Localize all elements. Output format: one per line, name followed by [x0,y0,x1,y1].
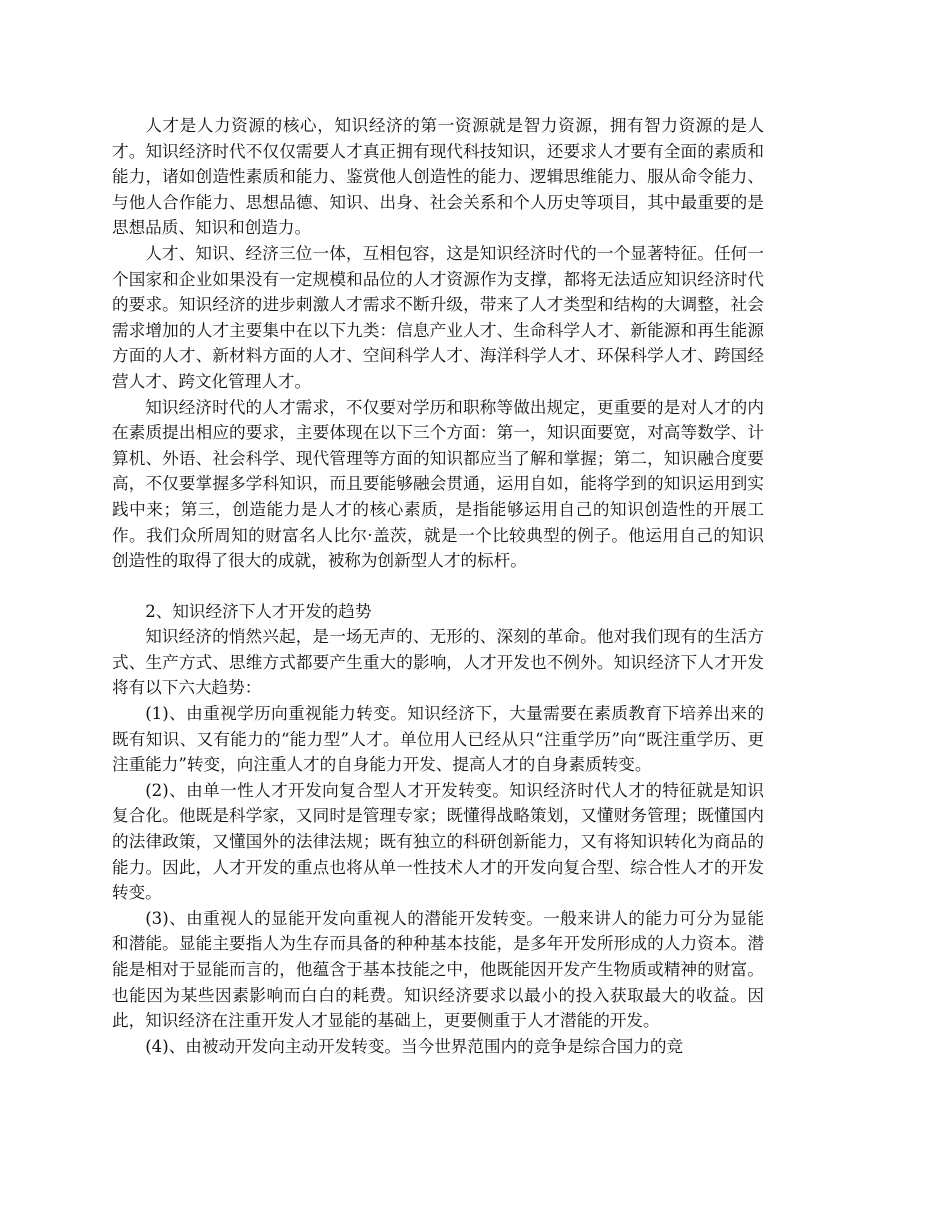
document-body [112,113,764,1059]
trend-item-3: (3)、由重视人的显能开发向重视人的潜能开发转变。一般来讲人的能力可分为显能和潜能。显能主要指人为生存而具备的种种基本技能，是多年开发所形成的人力资本。潜能是相对于显能而言的，他蕴含于基本技能之中，他既能因开发产生物质或精神的财富。也能因为某些因素影响而白白的耗费。知识经济要求以最小的投入获取最大的收益。因此，知识经济在注重开发人才显能的基础上，更要侧重于人才潜能的开发。 [112,908,764,1031]
trend-item-2: (2)、由单一性人才开发向复合型人才开发转变。知识经济时代人才的特征就是知识复合化。他既是科学家，又同时是管理专家；既懂得战略策划，又懂财务管理；既懂国内的法律政策，又懂国外的法律法规；既有独立的科研创新能力，又有将知识转化为商品的能力。因此，人才开发的重点也将从单一性技术人才的开发向复合型、综合性人才的开发转变。 [112,780,764,903]
paragraph-talent-core: 人才是人力资源的核心，知识经济的第一资源就是智力资源，拥有智力资源的是人才。知识经济时代不仅仅需要人才真正拥有现代科技知识，还要求人才要有全面的素质和能力，诸如创造性素质和能力、鉴赏他人创造性的能力、逻辑思维能力、服从命令能力、与他人合作能力、思想品德、知识、出身、社会关系和个人历史等项目，其中最重要的是思想品质、知识和创造力。 [112,116,764,238]
section-intro: 知识经济的悄然兴起，是一场无声的、无形的、深刻的革命。他对我们现有的生活方式、生产方式、思维方式都要产生重大的影响，人才开发也不例外。知识经济下人才开发将有以下六大趋势： [112,627,764,698]
trend-item-4: (4)、由被动开发向主动开发转变。当今世界范围内的竞争是综合国力的竞 [145,1036,684,1056]
paragraph-trinity: 人才、知识、经济三位一体，互相包容，这是知识经济时代的一个显著特征。任何一个国家和企业如果没有一定规模和品位的人才资源作为支撑，都将无法适应知识经济时代的要求。知识经济的进步刺激人才需求不断升级，带来了人才类型和结构的大调整，社会需求增加的人才主要集中在以下九类：信息产业人才、生命科学人才、新能源和再生能源方面的人才、新材料方面的人才、空间科学人才、海洋科学人才、环保科学人才、跨国经营人才、跨文化管理人才。 [112,243,764,391]
paragraph-talent-requirements: 知识经济时代的人才需求，不仅要对学历和职称等做出规定，更重要的是对人才的内在素质提出相应的要求，主要体现在以下三个方面：第一，知识面要宽，对高等数学、计算机、外语、社会科学、现代管理等方面的知识都应当了解和掌握；第二，知识融合度要高，不仅要掌握多学科知识，而且要能够融会贯通，运用自如，能将学到的知识运用到实践中来；第三，创造能力是人才的核心素质，是指能够运用自己的知识创造性的开展工作。我们众所周知的财富名人比尔·盖茨，就是一个比较典型的例子。他运用自己的知识创造性的取得了很大的成就，被称为创新型人才的标杆。 [112,397,764,571]
section-heading: 2、知识经济下人才开发的趋势 [145,601,372,621]
trend-item-1: (1)、由重视学历向重视能力转变。知识经济下，大量需要在素质教育下培养出来的既有知识、又有能力的“能力型”人才。单位用人已经从只“注重学历”向“既注重学历、更注重能力”转变，向注重人才的自身能力开发、提高人才的自身素质转变。 [112,704,764,775]
